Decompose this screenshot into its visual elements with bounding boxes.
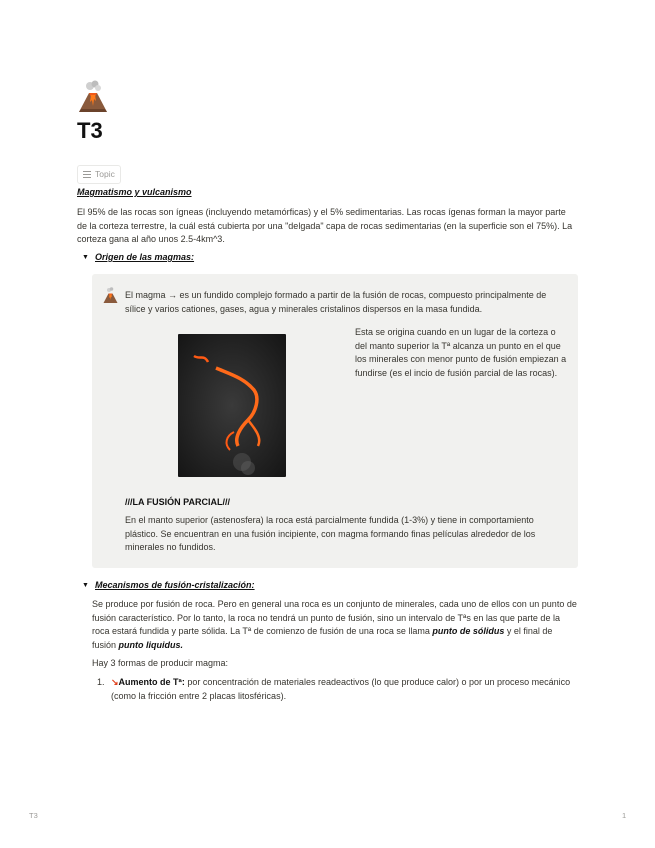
list-title: Aumento de Tª: bbox=[118, 677, 185, 687]
term-liquidus: punto liquidus. bbox=[118, 639, 184, 650]
toggle-heading: Origen de las magmas: bbox=[95, 252, 195, 262]
page-number: 1 bbox=[622, 811, 627, 820]
volcano-icon bbox=[76, 80, 110, 114]
lava-image bbox=[178, 334, 286, 477]
arrow-down-right-icon: ↘ bbox=[111, 677, 119, 687]
list-number: 1. bbox=[97, 677, 105, 687]
term-solidus: punto de sólidus bbox=[432, 626, 505, 636]
list-item bbox=[97, 676, 577, 703]
toggle-triangle-icon[interactable]: ▼ bbox=[82, 582, 89, 589]
callout bbox=[92, 274, 578, 568]
mechanisms-intro: Hay 3 formas de producir magma: bbox=[92, 658, 229, 668]
volcano-icon bbox=[102, 287, 119, 304]
section-heading: Magmatismo y vulcanismo bbox=[77, 187, 192, 197]
list-icon bbox=[83, 171, 91, 178]
mechanisms-body bbox=[92, 598, 577, 652]
list-body: por concentración de materiales readeactivos (lo que produce calor) o por un proceso mecánico (como la fricción entre 2 placas litosféricas). bbox=[111, 677, 571, 701]
toggle-origin[interactable] bbox=[82, 251, 194, 265]
page-title: T3 bbox=[77, 118, 103, 143]
footer-title: T3 bbox=[29, 811, 38, 820]
callout-subheading: ///LA FUSIÓN PARCIAL/// bbox=[125, 497, 230, 507]
toggle-mechanisms[interactable] bbox=[82, 579, 255, 593]
toggle-triangle-icon[interactable]: ▼ bbox=[82, 254, 89, 261]
property-label: Topic bbox=[95, 168, 115, 179]
callout-body: En el manto superior (astenosfera) la roca está parcialmente fundida (1-3%) y tiene in comportamiento plástico. Se encuentran en una fusión incipiente, con magma formando finas películas alrededor de los minerales no fundidos. bbox=[125, 515, 536, 552]
body-text: y el final de fusión bbox=[92, 626, 553, 650]
body-text: Se produce por fusión de roca. Pero en general una roca es un conjunto de minerales, cada uno de ellos con un punto de fusión característico. Por lo tanto, la roca no tendrá un punto de fusión, sino un intervalo de Tªs en las que parte de la roca estará fundida y parte sólida. La Tª de comienzo de fusión de una roca se llama bbox=[92, 599, 577, 636]
list-text bbox=[111, 676, 577, 703]
toggle-heading: Mecanismos de fusión-cristalización: bbox=[95, 580, 255, 590]
callout-text: El magma → es un fundido complejo formado a partir de la fusión de rocas, compuesto principalmente de sílice y varios cationes, gases, agua y minerales cristalinos dispersos en la masa fundida. bbox=[125, 290, 547, 314]
callout-side-text: Esta se origina cuando en un lugar de la corteza o del manto superior la Tª alcanza un punto en el que los minerales con menor punto de fusión empiezan a fundirse (es el incio de fusión parcial de las rocas). bbox=[355, 327, 567, 378]
section-body: El 95% de las rocas son ígneas (incluyendo metamórficas) y el 5% sedimentarias. Las rocas ígenas forman la mayor parte de la corteza terrestre, la cuál está cubierta por una "delgada" capa de rocas sedimentarias (en la superficie son el 75%). La corteza gana al año unos 2.5-4km^3. bbox=[77, 207, 573, 244]
topic-property[interactable] bbox=[77, 165, 121, 184]
